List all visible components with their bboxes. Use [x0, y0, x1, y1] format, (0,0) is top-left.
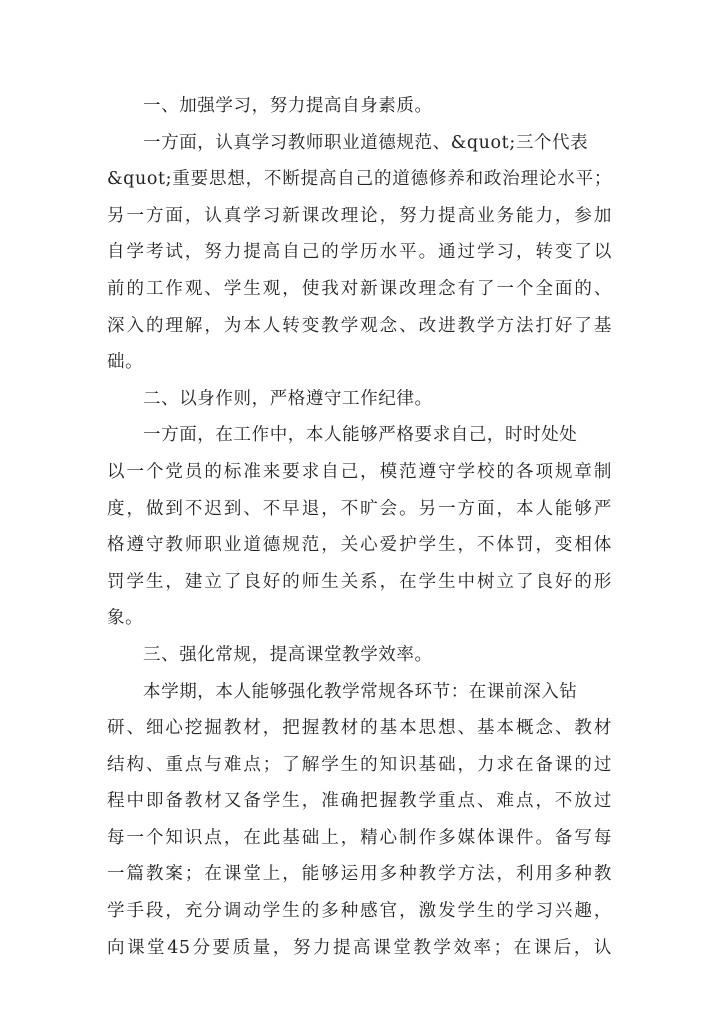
paragraph-line: 象。: [107, 608, 144, 629]
paragraph-line: 格遵守教师职业道德规范，关心爱护学生，不体罚，变相体: [107, 535, 612, 556]
paragraph-line: 结构、重点与难点；了解学生的知识基础，力求在备课的过: [107, 754, 612, 775]
section-heading-3: 三、强化常规，提高课堂教学效率。: [143, 644, 433, 665]
paragraph-line: 每一个知识点，在此基础上，精心制作多媒体课件。备写每: [107, 827, 612, 848]
section-heading-1: 一、加强学习，努力提高自身素质。: [143, 96, 433, 116]
paragraph-line: 程中即备教材又备学生，准确把握教学重点、难点，不放过: [107, 791, 612, 812]
paragraph-line: 一篇教案；在课堂上，能够运用多种教学方法，利用多种教: [107, 864, 612, 885]
paragraph-line: 前的工作观、学生观，使我对新课改理念有了一个全面的、: [107, 278, 612, 299]
paragraph-line: 研、细心挖掘教材，把握教材的基本思想、基本概念、教材: [107, 718, 612, 739]
paragraph-line: 自学考试，努力提高自己的学历水平。通过学习，转变了以: [107, 242, 612, 263]
paragraph-line: 一方面，在工作中，本人能够严格要求自己，时时处处: [143, 425, 578, 446]
paragraph-line: 深入的理解，为本人转变教学观念、改进教学方法打好了基: [107, 315, 612, 336]
paragraph-line: 础。: [107, 352, 144, 373]
paragraph-line: 向课堂45分要质量，努力提高课堂教学效率；在课后，认: [107, 937, 612, 958]
document-body: [107, 88, 612, 966]
paragraph-line: 学手段，充分调动学生的多种感官，激发学生的学习兴趣，: [107, 901, 612, 922]
paragraph-line: 另一方面，认真学习新课改理论，努力提高业务能力，参加: [107, 205, 612, 226]
paragraph-line: &quot;重要思想，不断提高自己的道德修养和政治理论水平；: [107, 169, 612, 190]
section-heading-2: 二、以身作则，严格遵守工作纪律。: [143, 388, 433, 409]
paragraph-line: 度，做到不迟到、不早退，不旷会。另一方面，本人能够严: [107, 498, 612, 519]
paragraph-line: 一方面，认真学习教师职业道德规范、&quot;三个代表: [143, 132, 589, 153]
paragraph-line: 以一个党员的标准来要求自己，模范遵守学校的各项规章制: [107, 461, 612, 482]
paragraph-line: 本学期，本人能够强化教学常规各环节：在课前深入钻: [143, 681, 578, 702]
paragraph-line: 罚学生，建立了良好的师生关系，在学生中树立了良好的形: [107, 571, 612, 592]
